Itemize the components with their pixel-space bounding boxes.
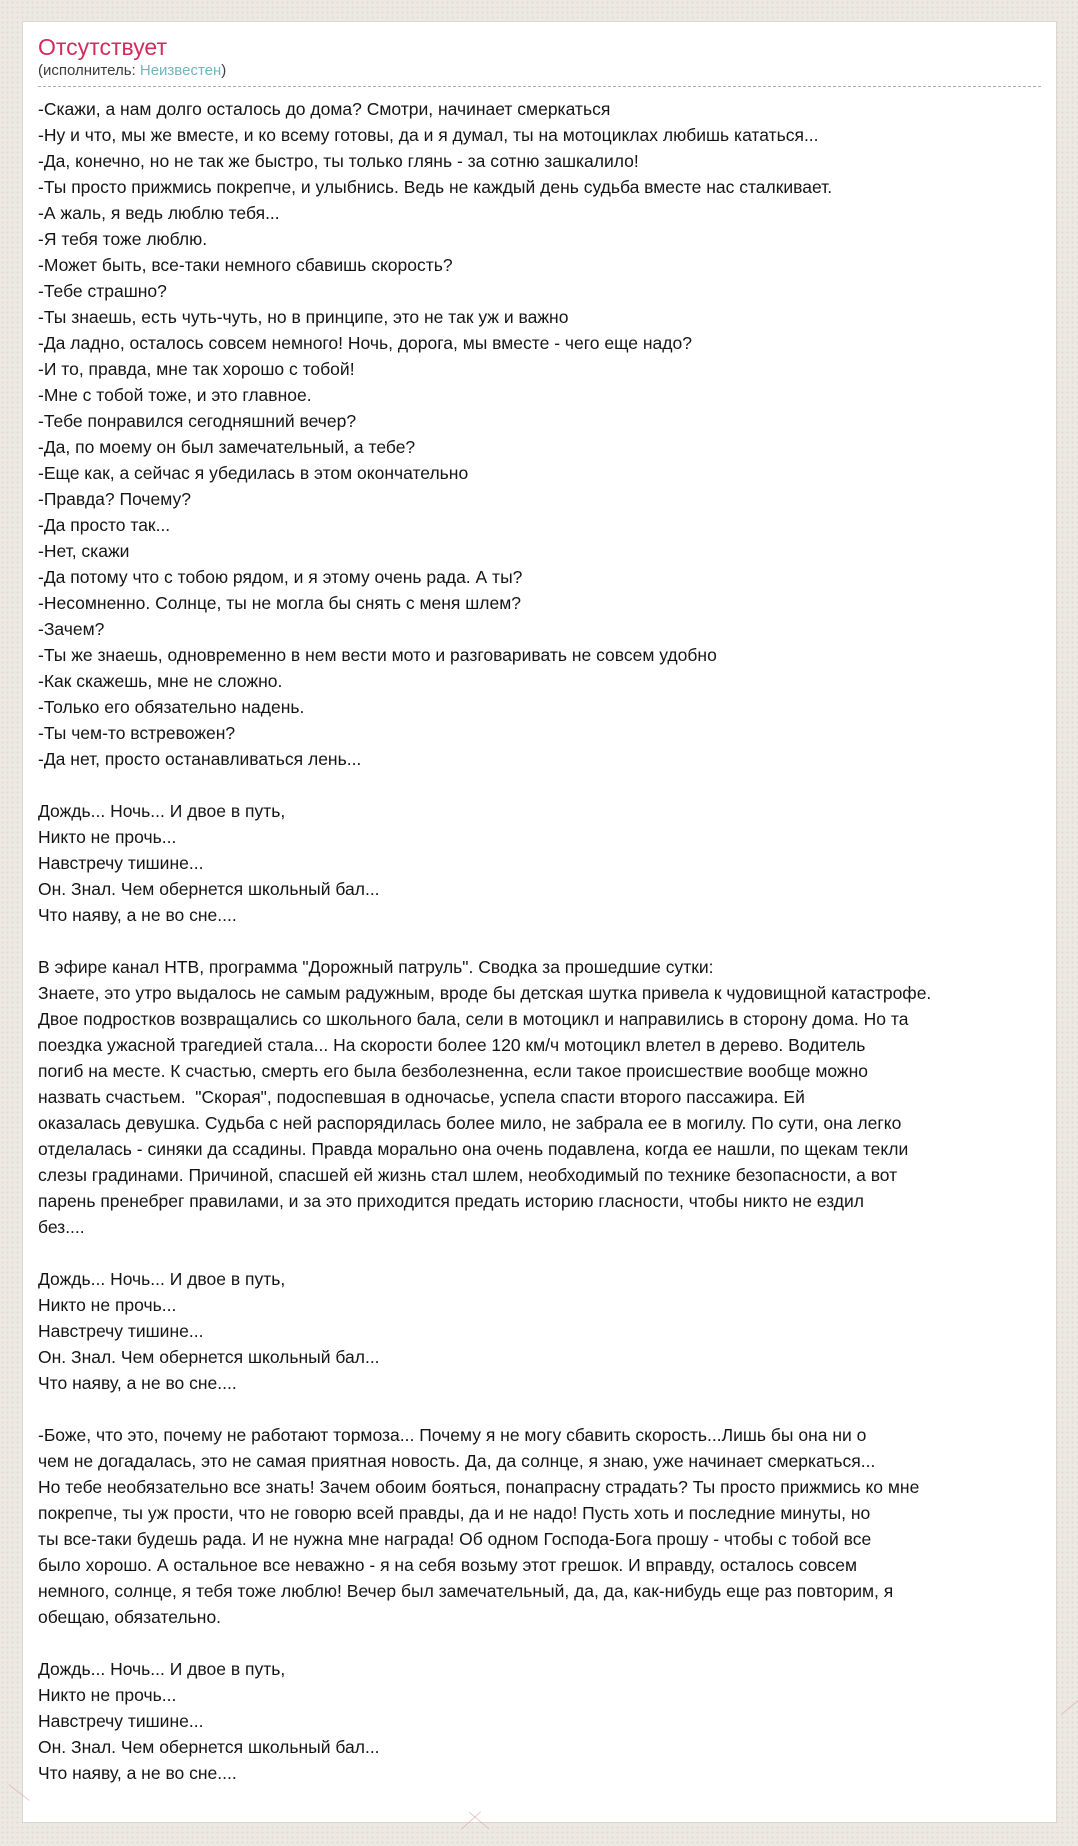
lyrics-line: Он. Знал. Чем обернется школьный бал...: [38, 1347, 380, 1367]
lyrics-line: покрепче, ты уж прости, что не говорю всей правды, да и не надо! Пусть хоть и последние минуты, но: [38, 1503, 871, 1523]
lyrics-line: Дождь... Ночь... И двое в путь,: [38, 1659, 286, 1679]
lyrics-line: -Как скажешь, мне не сложно.: [38, 671, 283, 691]
lyrics-line: -Ну и что, мы же вместе, и ко всему готовы, да и я думал, ты на мотоциклах любишь кататься...: [38, 125, 819, 145]
lyrics-text: [38, 96, 1041, 1786]
dashed-separator: [38, 86, 1041, 87]
lyrics-line: -Ты просто прижмись покрепче, и улыбнись. Ведь не каждый день судьба вместе нас сталкивает.: [38, 177, 833, 197]
lyrics-line: немного, солнце, я тебя тоже люблю! Вечер был замечательный, да, да, как-нибудь еще раз повторим, я: [38, 1581, 894, 1601]
lyrics-line: ты все-таки будешь рада. И не нужна мне награда! Об одном Господа-Бога прошу - чтобы с тобой все: [38, 1529, 872, 1549]
lyrics-line: Что наяву, а не во сне....: [38, 1373, 237, 1393]
lyrics-stanza: [38, 954, 1041, 1240]
lyrics-line: было хорошо. А остальное все неважно - я на себя возьму этот грешок. И вправду, осталось совсем: [38, 1555, 858, 1575]
lyrics-line: Навстречу тишине...: [38, 1321, 204, 1341]
lyrics-line: парень пренебрег правилами, и за это приходится предать историю гласности, чтобы никто не ездил: [38, 1191, 864, 1211]
artist-line: [38, 62, 1041, 80]
lyrics-line: без....: [38, 1217, 85, 1237]
artist-label-suffix: ): [221, 62, 227, 79]
lyrics-line: Никто не прочь...: [38, 1295, 177, 1315]
lyrics-line: Никто не прочь...: [38, 827, 177, 847]
background-texture-mark: [1061, 1698, 1078, 1715]
lyrics-line: поездка ужасной трагедией стала... На скорости более 120 км/ч мотоцикл влетел в дерево. Водитель: [38, 1035, 866, 1055]
lyrics-line: слезы градинами. Причиной, спасшей ей жизнь стал шлем, необходимый по технике безопасности, а вот: [38, 1165, 898, 1185]
lyrics-card: [22, 21, 1057, 1823]
lyrics-line: обещаю, обязательно.: [38, 1607, 222, 1627]
lyrics-line: Знаете, это утро выдалось не самым радужным, вроде бы детская шутка привела к чудовищной катастрофе.: [38, 983, 932, 1003]
lyrics-line: чем не догадалась, это не самая приятная новость. Да, да солнце, я знаю, уже начинает смеркаться...: [38, 1451, 876, 1471]
lyrics-stanza: [38, 1266, 1041, 1396]
lyrics-line: погиб на месте. К счастью, смерть его была безболезненна, если такое происшествие вообще можно: [38, 1061, 869, 1081]
lyrics-line: -Да ладно, осталось совсем немного! Ночь, дорога, мы вместе - чего еще надо?: [38, 333, 692, 353]
lyrics-line: Навстречу тишине...: [38, 853, 204, 873]
lyrics-line: Что наяву, а не во сне....: [38, 1763, 237, 1783]
lyrics-line: Дождь... Ночь... И двое в путь,: [38, 801, 286, 821]
lyrics-line: -А жаль, я ведь люблю тебя...: [38, 203, 280, 223]
lyrics-stanza: [38, 96, 1041, 772]
lyrics-line: Дождь... Ночь... И двое в путь,: [38, 1269, 286, 1289]
lyrics-line: -Только его обязательно надень.: [38, 697, 305, 717]
lyrics-line: Что наяву, а не во сне....: [38, 905, 237, 925]
lyrics-line: -Нет, скажи: [38, 541, 130, 561]
lyrics-line: -Скажи, а нам долго осталось до дома? Смотри, начинает смеркаться: [38, 99, 611, 119]
lyrics-line: -Да просто так...: [38, 515, 171, 535]
lyrics-line: -Правда? Почему?: [38, 489, 191, 509]
lyrics-line: -Да нет, просто останавливаться лень...: [38, 749, 362, 769]
lyrics-line: Он. Знал. Чем обернется школьный бал...: [38, 1737, 380, 1757]
lyrics-line: -Боже, что это, почему не работают тормоза... Почему я не могу сбавить скорость...Лишь бы она ни о: [38, 1425, 867, 1445]
lyrics-line: -Несомненно. Солнце, ты не могла бы снять с меня шлем?: [38, 593, 521, 613]
lyrics-line: Но тебе необязательно все знать! Зачем обоим бояться, понапрасну страдать? Ты просто прижмись ко мне: [38, 1477, 920, 1497]
lyrics-line: -Я тебя тоже люблю.: [38, 229, 208, 249]
lyrics-stanza: [38, 1656, 1041, 1786]
lyrics-stanza: [38, 1422, 1041, 1630]
lyrics-line: -Ты чем-то встревожен?: [38, 723, 236, 743]
lyrics-line: отделалась - синяки да ссадины. Правда морально она очень подавлена, когда ее нашли, по щекам текли: [38, 1139, 909, 1159]
lyrics-line: -Мне с тобой тоже, и это главное.: [38, 385, 312, 405]
lyrics-line: -Да потому что с тобою рядом, и я этому очень рада. А ты?: [38, 567, 523, 587]
artist-link[interactable]: Неизвестен: [139, 62, 222, 79]
lyrics-stanza: [38, 798, 1041, 928]
lyrics-line: -Тебе страшно?: [38, 281, 167, 301]
lyrics-line: Навстречу тишине...: [38, 1711, 204, 1731]
lyrics-line: -Да, по моему он был замечательный, а тебе?: [38, 437, 416, 457]
lyrics-line: Никто не прочь...: [38, 1685, 177, 1705]
artist-label-prefix: (исполнитель:: [38, 62, 140, 79]
lyrics-line: -Может быть, все-таки немного сбавишь скорость?: [38, 255, 453, 275]
lyrics-line: -Ты знаешь, есть чуть-чуть, но в принципе, это не так уж и важно: [38, 307, 569, 327]
lyrics-line: -Да, конечно, но не так же быстро, ты только глянь - за сотню зашкалило!: [38, 151, 639, 171]
lyrics-line: -И то, правда, мне так хорошо с тобой!: [38, 359, 355, 379]
lyrics-line: оказалась девушка. Судьба с ней распорядилась более мило, не забрала ее в могилу. По сути, она легко: [38, 1113, 902, 1133]
lyrics-line: -Тебе понравился сегодняшний вечер?: [38, 411, 357, 431]
lyrics-line: В эфире канал НТВ, программа "Дорожный патруль". Сводка за прошедшие сутки:: [38, 957, 714, 977]
lyrics-line: -Зачем?: [38, 619, 105, 639]
song-title: Отсутствует: [38, 34, 167, 60]
lyrics-line: -Ты же знаешь, одновременно в нем вести мото и разговаривать не совсем удобно: [38, 645, 717, 665]
lyrics-line: Он. Знал. Чем обернется школьный бал...: [38, 879, 380, 899]
lyrics-line: Двое подростков возвращались со школьного бала, сели в мотоцикл и направились в сторону дома. Но та: [38, 1009, 909, 1029]
lyrics-line: назвать счастьем. "Скорая", подоспевшая в одночасье, успела спасти второго пассажира. Ей: [38, 1087, 805, 1107]
lyrics-line: -Еще как, а сейчас я убедилась в этом окончательно: [38, 463, 469, 483]
